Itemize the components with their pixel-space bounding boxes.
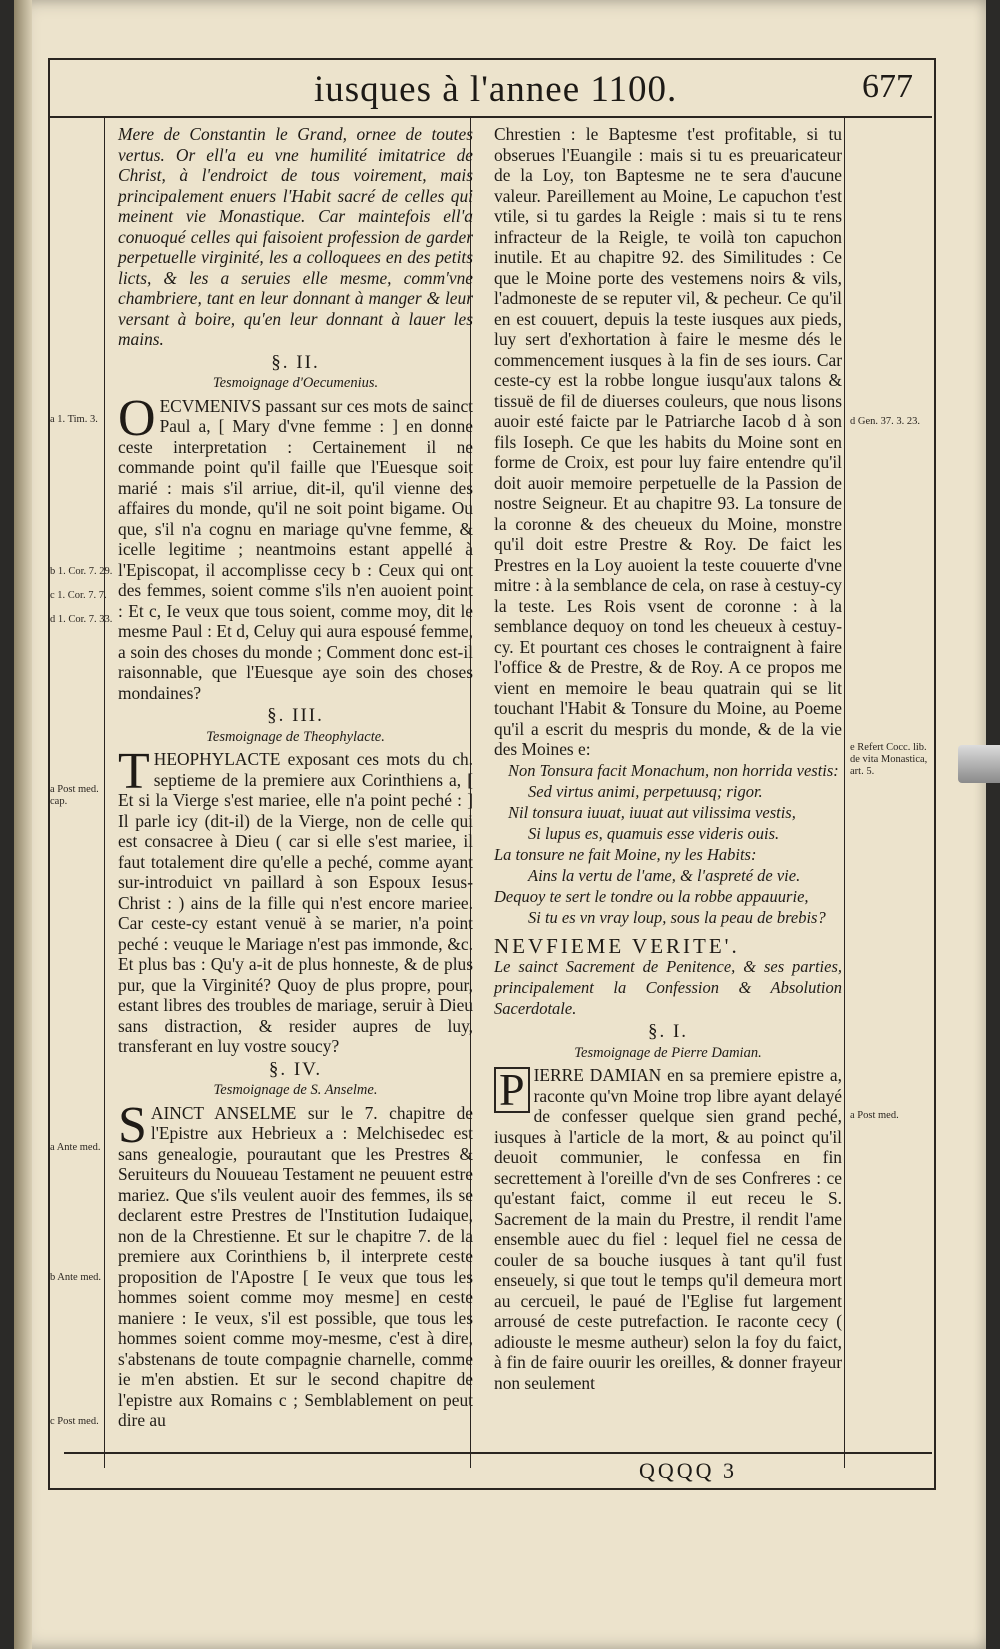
decorated-initial: P — [494, 1067, 530, 1113]
margin-note: a Post med. — [850, 1110, 899, 1121]
margin-note: d Gen. 37. 3. 23. — [850, 416, 920, 427]
margin-note: b Ante med. — [50, 1272, 102, 1283]
paragraph — [118, 1096, 473, 1431]
chapter-heading: NEVFIEME VERITE'. — [494, 933, 740, 958]
chapter-subheading: Le sainct Sacrement de Penitence, & ses parties, principalement la Confession & Absolution Sacerdotale. — [494, 957, 842, 1018]
section-number: §. IV. — [268, 1058, 323, 1080]
paragraph-text: IERRE DAMIAN en sa premiere epistre a, raconte qu'vn Moine trop libre ayant delayé de confesser quelque sien grand peché, iusques à l'article de la mort, & au poinct qu'il deuoit communier, le confessa en fin secrettement à l'oreille d'vn de ses Confreres : ce qu'estant faict, comme il eut receu le S. Sacrement de la main du Prestre, il rendit l'ame ensemble auec du fiel : lequel fiel ne cessa de couler de sa bouche iusques à tant qu'il fust enseuely, si que tout le temps qu'il demeura mort au cercueil, le paué de l'Eglise fut largement arrousé de ceste putrefaction. Ie raconte cecy ( adiouste le mesme autheur) selon la foy du faict, à fin de faire ouurir les oreilles, & donner frayeur non seulement — [494, 1065, 842, 1393]
paragraph: Chrestien : le Baptesme t'est profitable, si tu obserues l'Euangile : mais si tu es preuaricateur de la Loy, ton Baptesme ne te sera d'aucune valeur. Pareillement au Moine, Le capuchon t'est vtile, si tu gardes la Reigle : mais si tu te rens infracteur de la Reigle, te voilà ton capuchon inutile. Et au chapitre 92. des Similitudes : Ce que le Moine porte des vestemens noirs & vils, l'admoneste de se reputer vil, & pecheur. Ce qu'il en est couuert, depuis la teste iusques aux pieds, luy sert d'exhortation à faire le mesme dés le commencement iusques à la fin de ses iours. Car ceste-cy est la robbe longue iusqu'aux talons & tissuë de fil de diuerses couleurs, que nous lisons auoir esté faicte par le Patriarche Iacob d à son fils Ioseph. Ce que les habits du Moine sont en forme de Croix, est pour luy faire entendre qu'il doit auoir memoire perpetuelle de la Passion de nostre Seigneur. Et au chapitre 93. La tonsure de la coronne & des cheueux du Moine, monstre qu'il doit estre Prestre & Roy. De faict les Prestres en la Loy auoient la teste couuerte d'vne mitre : à la semblance de cela, on rase à cestuy-cy la teste. Les Rois vsent de coronne : à la semblance dequoy on tond les cheueux à cestuy-cy. Et pourtant ces choses le contraignent à faire l'office & de Prestre, & de Roy. A ce propos me vient en memoire le beau quatrain qui se lit touchant l'Habit & Tonsure du Moine, au Poeme qu'il a escrit du mespris du monde, & de la vie des Moines e: — [494, 124, 842, 759]
paragraph: Mere de Constantin le Grand, ornee de toutes vertus. Or ell'a eu vne humilité imitatrice de Christ, à l'endroict de tous voirement, mais principalement enuers l'Habit sacré de celles qui meinent vie Monastique. Car maintefois ell'a conuoqué celles qui faisoient profession de garder perpetuelle virginité, les a colloquees en des petits licts, & les a seruies elle mesme, comm'vne chambriere, tant en leur donnant à manger & leur versant à boire, qu'en leur donnant à lauer les mains. — [118, 124, 473, 349]
column-divider-right-margin — [844, 118, 845, 1468]
paragraph-text: AINCT ANSELME sur le 7. chapitre de l'Epistre aux Hebrieux a : Melchisedec est sans genealogie, pourautant que les Prestres & Seruiteurs du Nouueau Testament ne peuuent estre mariez. Que s'ils veulent auoir des femmes, ils se declarent estre Prestres de l'Institution Iudaique, non de la Chrestienne. Et sur le chapitre 7. de la premiere aux Corinthiens b, il interprete ceste proposition de l'Apostre [ Ie veux que tous les hommes soient comme moy mesme] en ceste maniere : Ie veux, s'il est possible, que tous les hommes soient comme moy-mesme, c'est à dire, s'abstenans de toute compagnie charnelle, comme ie m'en abstien. Et sur le second chapitre de l'epistre aux Romains c ; Semblablement on peut dire au — [118, 1102, 473, 1430]
paragraph — [494, 1065, 842, 1393]
french-verse-line: Ains la vertu de l'ame, & l'aspreté de vie. — [528, 865, 801, 885]
french-verse-line: Si tu es vn vray loup, sous la peau de brebis? — [528, 907, 826, 927]
drop-cap: T — [118, 743, 150, 800]
section-number: §. II. — [271, 351, 320, 373]
section-number: §. I. — [647, 1021, 689, 1042]
paragraph-text: HEOPHYLACTE exposant ces mots du ch. septieme de la premiere aux Corinthiens a, [ Et si la Vierge s'est mariee, elle n'a point peché : ] Il parle icy (dit-il) de la Vierge, non de celle qui est consacree à Dieu ( car si elle s'est mariee, il faut totalement dire qu'elle a peché, comme ayant sur-introduict vn paillard à son Espoux Iesus-Christ : ) ains de la fille qui n'est encore mariee. Car ceste-cy estant venuë à se marier, n'a point peché : veuque le Mariage n'est pas immonde, &c. Et plus bas : Qu'y a-it de plus honneste, & de plus pur, que la Virginité? Quoy de plus propre, pour, estant libres des troubles de mariage, seruir à Dieu sans distraction, & resider aupres de luy, transferant en luy vostre soucy? — [118, 749, 473, 1056]
latin-verse-line: Non Tonsura facit Monachum, non horrida vestis: — [508, 760, 839, 780]
section-number: §. III. — [267, 705, 324, 726]
right-text-column — [494, 124, 842, 1393]
margin-note: e Refert Cocc. lib. de vita Monastica, art. 5. — [850, 742, 928, 777]
book-page — [14, 0, 986, 1649]
margin-note: a Ante med. — [50, 1142, 101, 1153]
latin-verse-line: Si lupus es, quamuis esse videris ouis. — [528, 823, 780, 843]
running-title: iusques à l'annee 1100. — [314, 69, 678, 110]
paragraph — [118, 389, 473, 704]
section-heading: Tesmoignage de Theophylacte. — [206, 728, 385, 745]
column-divider-left-margin — [104, 118, 105, 1468]
signature-mark: QQQQ 3 — [639, 1458, 738, 1483]
french-verse-line: La tonsure ne fait Moine, ny les Habits: — [494, 844, 757, 864]
section-heading: Tesmoignage de Pierre Damian. — [574, 1044, 762, 1061]
drop-cap: S — [118, 1096, 147, 1154]
latin-verse-line: Nil tonsura iuuat, iuuat aut vilissima vestis, — [508, 802, 796, 822]
drop-cap: O — [118, 389, 156, 447]
margin-note: a Post med. cap. — [50, 784, 99, 807]
paragraph-text: ECVMENIVS passant sur ces mots de sainct Paul a, [ Mary d'vne femme : ] en donne ceste interpretation : Certainement il ne commande point qu'il faille que l'Euesque soit marié : mais s'il arriue, dit-il, qu'il vienne des affaires du monde, qu'il ne soit point bigame. Ou que, s'il n'a cognu en mariage qu'vne femme, & icelle legitime ; neantmoins estant appellé à l'Episcopat, il accomplisse cecy b : Ceux qui ont des femmes, soient comme s'ils n'en auoient point : Et c, Ie veux que tous soient, comme moy, dit le mesme Paul : Et d, Celuy qui aura espousé femme, a soin des choses du monde ; Comment donc est-il raisonnable, que l'Euesque aye soin des choses mondaines? — [118, 395, 473, 703]
french-verse-line: Dequoy te sert le tondre ou la robbe appauurie, — [494, 886, 809, 906]
page-clip — [958, 745, 1000, 783]
margin-note: a 1. Tim. 3. — [50, 414, 98, 425]
paragraph — [118, 743, 473, 1057]
page-gutter — [14, 0, 32, 1649]
margin-note: d 1. Cor. 7. 33. — [50, 614, 113, 625]
margin-note: c Post med. — [50, 1416, 99, 1427]
margin-note: c 1. Cor. 7. 7. — [50, 590, 107, 601]
page-number: 677 — [862, 68, 913, 105]
section-heading: Tesmoignage d'Oecumenius. — [212, 375, 379, 391]
left-text-column — [118, 124, 473, 1431]
section-heading: Tesmoignage de S. Anselme. — [213, 1082, 378, 1098]
latin-verse-line: Sed virtus animi, perpetuusq; rigor. — [528, 781, 763, 801]
margin-note: b 1. Cor. 7. 29. — [50, 566, 113, 577]
footer-rule — [64, 1452, 932, 1454]
header-rule — [50, 116, 932, 118]
